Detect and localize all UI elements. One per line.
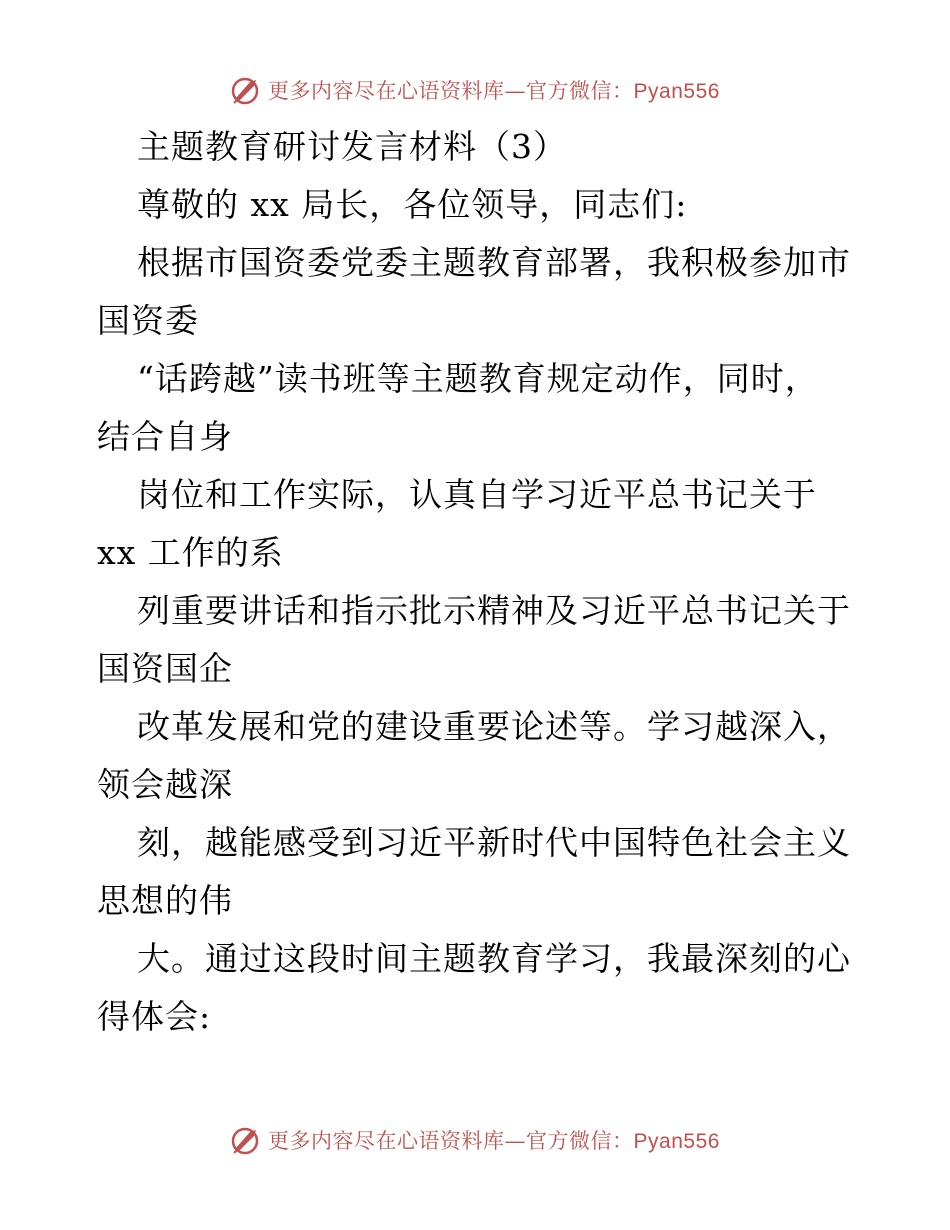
banner-wechat-label: 官方微信： (526, 1129, 634, 1153)
paragraph-line: 列重要讲话和指示批示精神及习近平总书记关于 (137, 591, 851, 630)
pen-nib-logo-icon (230, 74, 262, 106)
banner-site-text: 更多内容尽在心语资料库 (268, 1129, 505, 1153)
banner-wechat-id: Pyan556 (633, 80, 720, 103)
banner-site-text: 更多内容尽在心语资料库 (268, 79, 505, 103)
paragraph-line: “话跨越”读书班等主题教育规定动作，同时， (137, 359, 819, 398)
banner-dash: — (504, 79, 527, 103)
pen-nib-logo-icon (230, 1124, 262, 1156)
paragraph-line: 岗位和工作实际，认真自学习近平总书记关于 (137, 475, 817, 514)
document-title: 主题教育研讨发言材料（3） (137, 127, 567, 166)
document-body (97, 118, 877, 1046)
paragraph-line: xx 工作的系 (97, 533, 284, 572)
paragraph-line: 国资委 (97, 301, 199, 340)
paragraph-line: 思想的伟 (97, 881, 233, 920)
header-watermark-banner (0, 70, 950, 110)
paragraph-line: 刻，越能感受到习近平新时代中国特色社会主义 (137, 823, 851, 862)
banner-text (268, 1125, 720, 1155)
paragraph-line: 大。通过这段时间主题教育学习，我最深刻的心 (137, 939, 851, 978)
paragraph-line: 得体会: (97, 997, 212, 1036)
paragraph-line: 根据市国资委党委主题教育部署，我积极参加市 (137, 243, 851, 282)
paragraph-line: 领会越深 (97, 765, 233, 804)
banner-dash: — (504, 1129, 527, 1153)
paragraph-line: 改革发展和党的建设重要论述等。学习越深入， (137, 707, 851, 746)
paragraph-line: 尊敬的 xx 局长，各位领导，同志们: (137, 185, 688, 224)
banner-wechat-label: 官方微信： (526, 79, 634, 103)
banner-wechat-id: Pyan556 (633, 1130, 720, 1153)
banner-text (268, 75, 720, 105)
paragraph-line: 结合自身 (97, 417, 233, 456)
footer-watermark-banner (0, 1120, 950, 1160)
paragraph-line: 国资国企 (97, 649, 233, 688)
